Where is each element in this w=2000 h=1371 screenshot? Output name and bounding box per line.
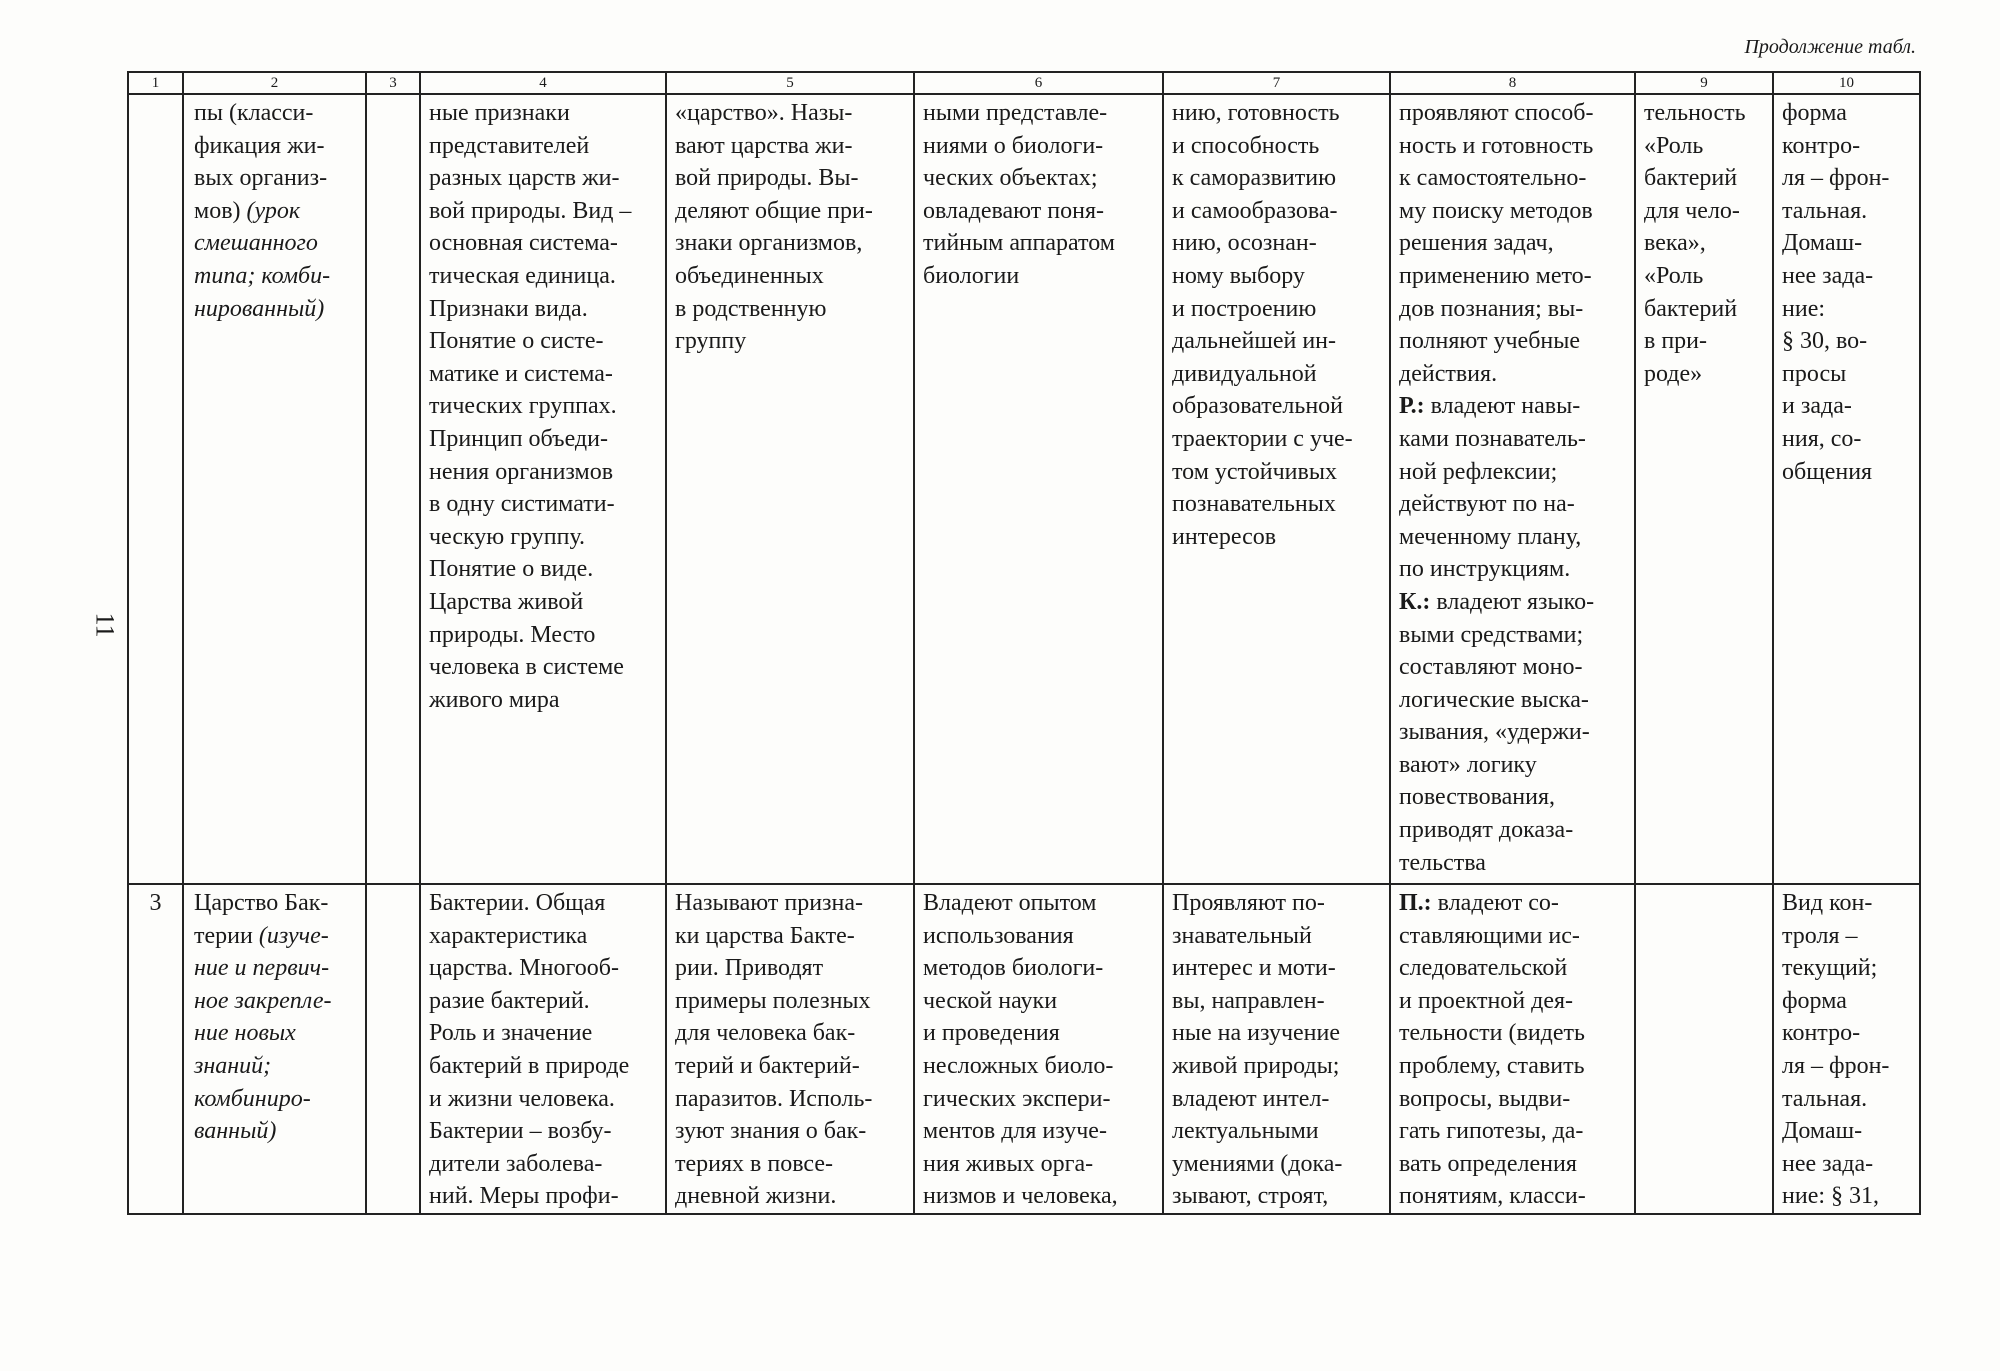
date-cell [366, 94, 420, 884]
column-number-row [128, 72, 1920, 94]
meta-text: владеют со- ставляющими ис- следовательской и проектной дея- тельности (видеть проблему, ставить вопросы, выдви- гать гипотезы, да- вать определения понятиям, класси- [1399, 890, 1586, 1210]
lesson-topic-text: Царство Бак- терии [194, 890, 329, 949]
lesson-number-cell: 3 [128, 884, 183, 1214]
meta-text: владеют навы- ками познаватель- ной рефлексии; действуют по на- меченному плану, по инструкциям. [1399, 393, 1586, 583]
date-cell [366, 884, 420, 1214]
meta-text: владеют языко- выми средствами; составляют моно- логические выска- зывания, «удержи- вают» логику повествования, приводят доказа- тельства [1399, 588, 1595, 876]
project-activity-cell [1635, 884, 1773, 1214]
table-row [128, 94, 1920, 884]
regulative-label: Р.: [1399, 393, 1425, 420]
lesson-plan-table [127, 71, 1921, 1215]
column-header: 2 [183, 72, 366, 94]
lesson-topic-text: пы (класси- фикация жи- вых организ- мов) [194, 100, 328, 224]
control-form-cell: форма контро- ля – фрон- тальная. Домаш- нее зада- ние: § 30, во- просы и зада- ния, со- общения [1773, 94, 1920, 884]
subject-results-cell: «царство». Назы- вают царства жи- вой природы. Вы- деляют общие при- знаки организмов, объединенных в родственную группу [666, 94, 914, 884]
meta-results-cell [1390, 94, 1635, 884]
column-header: 7 [1163, 72, 1390, 94]
competence-cell: Владеют опытом использования методов биологи- ческой науки и проведения несложных биоло- гических экспери- ментов для изуче- ния живых орга- низмов и человека, [914, 884, 1163, 1214]
column-header: 5 [666, 72, 914, 94]
lesson-type-text: (изуче- ние и первич- ное закрепле- ние новых знаний; комбиниро- ванный) [194, 922, 332, 1145]
column-header: 4 [420, 72, 666, 94]
lesson-topic-cell [183, 884, 366, 1214]
column-header: 3 [366, 72, 420, 94]
continuation-label: Продолжение табл. [1744, 36, 1916, 58]
meta-text: проявляют способ- ность и готовность к самостоятельно- му поиску методов решения задач, применению мето- дов познания; вы- полняют учебные действия. [1399, 100, 1594, 387]
personal-results-cell: нию, готовность и способность к саморазвитию и самообразова- нию, осознан- ному выбору и построению дальнейшей ин- дивидуальной образовательной траектории с уче- том устойчивых познавательных интересов [1163, 94, 1390, 884]
column-header: 6 [914, 72, 1163, 94]
column-header: 1 [128, 72, 183, 94]
lesson-type-text: (урок смешанного типа; комби- нированный) [194, 197, 331, 322]
content-cell: ные признаки представителей разных царств жи- вой природы. Вид – основная система- тическая единица. Признаки вида. Понятие о систе- матике и система- тических группах. Принцип объеди- нения организмов в одну систимати- ческую группу. Понятие о виде. Царства живой природы. Место человека в системе живого мира [420, 94, 666, 884]
table-row [128, 884, 1920, 1214]
lesson-number-cell [128, 94, 183, 884]
subject-results-cell: Называют призна- ки царства Бакте- рии. Приводят примеры полезных для человека бак- терий и бактерий- паразитов. Исполь- зуют знания о бак- териях в повсе- дневной жизни. [666, 884, 914, 1214]
personal-results-cell: Проявляют по- знавательный интерес и моти- вы, направлен- ные на изучение живой природы; владеют интел- лектуальными умениями (дока- зывают, строят, [1163, 884, 1390, 1214]
column-header: 8 [1390, 72, 1635, 94]
control-form-cell: Вид кон- троля – текущий; форма контро- ля – фрон- тальная. Домаш- нее зада- ние: § 31, [1773, 884, 1920, 1214]
meta-results-cell [1390, 884, 1635, 1214]
column-header: 9 [1635, 72, 1773, 94]
communicative-label: К.: [1399, 588, 1431, 615]
content-cell: Бактерии. Общая характеристика царства. Многооб- разие бактерий. Роль и значение бактерий в природе и жизни человека. Бактерии – возбу- дители заболева- ний. Меры профи- [420, 884, 666, 1214]
lesson-topic-cell [183, 94, 366, 884]
project-activity-cell: тельность «Роль бактерий для чело- века», «Роль бактерий в при- роде» [1635, 94, 1773, 884]
page-number: 11 [90, 612, 120, 638]
column-header: 10 [1773, 72, 1920, 94]
cognitive-label: П.: [1399, 890, 1432, 916]
competence-cell: ными представле- ниями о биологи- ческих объектах; овладевают поня- тийным аппаратом биологии [914, 94, 1163, 884]
